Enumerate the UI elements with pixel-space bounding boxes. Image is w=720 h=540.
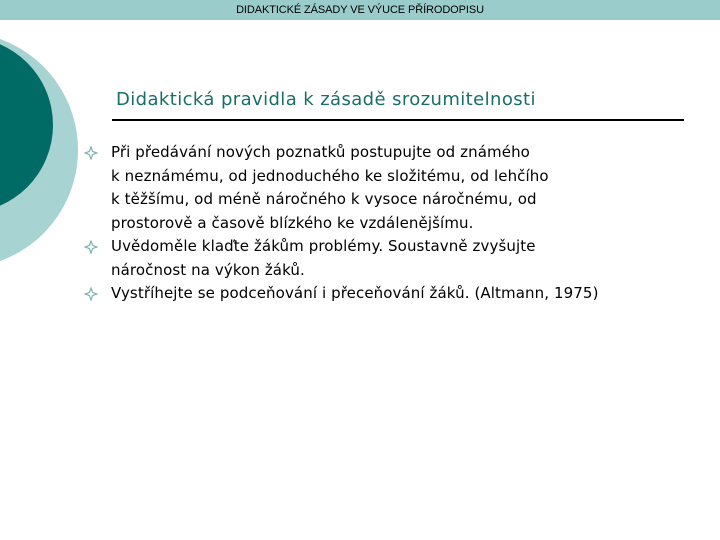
diamond-bullet-icon	[84, 146, 98, 160]
decorative-circles	[0, 0, 120, 300]
title-divider	[112, 119, 684, 121]
header-title: DIDAKTICKÉ ZÁSADY VE VÝUCE PŘÍRODOPISU	[236, 4, 484, 16]
diamond-bullet-icon	[84, 240, 98, 254]
diamond-bullet-icon	[84, 287, 98, 301]
slide-title: Didaktická pravidla k zásadě srozumitelnosti	[116, 89, 536, 110]
bullet-text: Vystříhejte se podceňování i přeceňování žáků. (Altmann, 1975)	[111, 284, 599, 302]
bullet-text: Při předávání nových poznatků postupujte od známého k neznámému, od jednoduchého ke složitému, od lehčího k těžšímu, od méně náročného k vysoce náročnému, od prostorově a časově blízkého ke vzdálenějšímu.	[111, 143, 549, 232]
bullet-text: Uvědoměle klaďte žákům problémy. Soustavně zvyšujte náročnost na výkon žáků.	[111, 237, 536, 279]
